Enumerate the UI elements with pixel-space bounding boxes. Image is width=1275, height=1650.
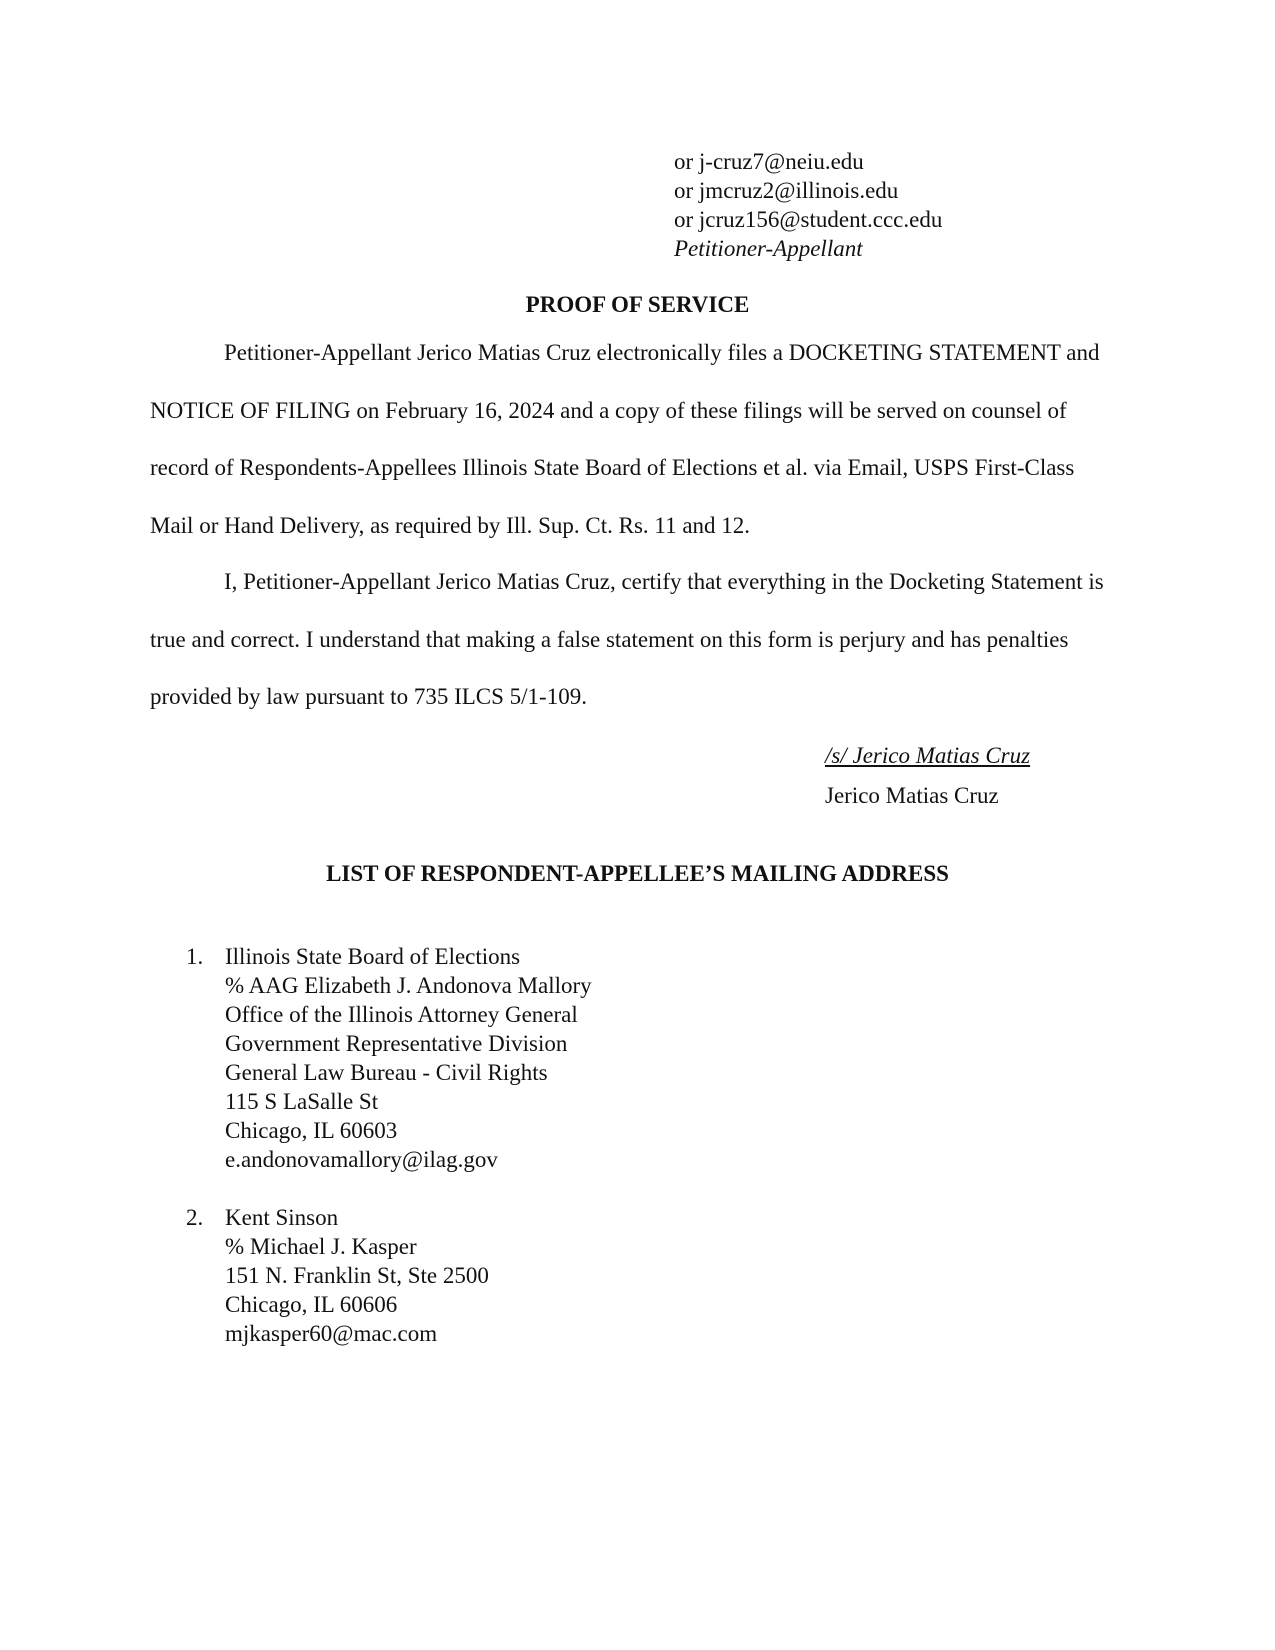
contact-role: Petitioner-Appellant <box>674 236 863 261</box>
address-lines <box>225 942 592 1174</box>
address-line: Illinois State Board of Elections <box>225 944 521 969</box>
proof-of-service-heading: PROOF OF SERVICE <box>525 292 750 317</box>
address-line: % AAG Elizabeth J. Andonova Mallory <box>225 973 592 998</box>
address-line: Kent Sinson <box>225 1205 339 1230</box>
address-line: Office of the Illinois Attorney General <box>225 1002 578 1027</box>
electronic-signature: /s/ Jerico Matias Cruz <box>825 743 1031 768</box>
address-item <box>186 1203 592 1348</box>
contact-email-line: or jcruz156@student.ccc.edu <box>674 207 943 232</box>
contact-email-line: or jmcruz2@illinois.edu <box>674 178 899 203</box>
service-paragraph: Petitioner-Appellant Jerico Matias Cruz electronically files a DOCKETING STATEMENT and NOTICE OF FILING on February 16, 2024 and a copy of these filings will be served on counsel of record of Respondents-Appellees Illinois State Board of Elections et al. via Email, USPS First-Class Mail or Hand Delivery, as required by Ill. Sup. Ct. Rs. 11 and 12. <box>150 340 1100 538</box>
address-line: Chicago, IL 60603 <box>225 1118 398 1143</box>
mailing-list-heading: LIST OF RESPONDENT-APPELLEE’S MAILING ADDRESS <box>326 861 949 886</box>
contact-block <box>674 147 942 263</box>
address-line: % Michael J. Kasper <box>225 1234 417 1259</box>
address-email: e.andonovamallory@ilag.gov <box>225 1147 498 1172</box>
address-line: 115 S LaSalle St <box>225 1089 379 1114</box>
address-line: General Law Bureau - Civil Rights <box>225 1060 548 1085</box>
address-line: Government Representative Division <box>225 1031 568 1056</box>
address-number: 1. <box>186 944 204 969</box>
signature-block <box>825 736 1030 816</box>
contact-email-line: or j-cruz7@neiu.edu <box>674 149 864 174</box>
address-line: 151 N. Franklin St, Ste 2500 <box>225 1263 489 1288</box>
address-email: mjkasper60@mac.com <box>225 1321 438 1346</box>
address-list <box>186 942 592 1377</box>
address-number: 2. <box>186 1205 204 1230</box>
address-lines <box>225 1203 489 1348</box>
certification-paragraph: I, Petitioner-Appellant Jerico Matias Cruz, certify that everything in the Docketing Statement is true and correct. I understand that making a false statement on this form is perjury and has penalties provided by law pursuant to 735 ILCS 5/1-109. <box>150 569 1104 709</box>
signer-name: Jerico Matias Cruz <box>825 783 999 808</box>
address-line: Chicago, IL 60606 <box>225 1292 398 1317</box>
address-item <box>186 942 592 1174</box>
